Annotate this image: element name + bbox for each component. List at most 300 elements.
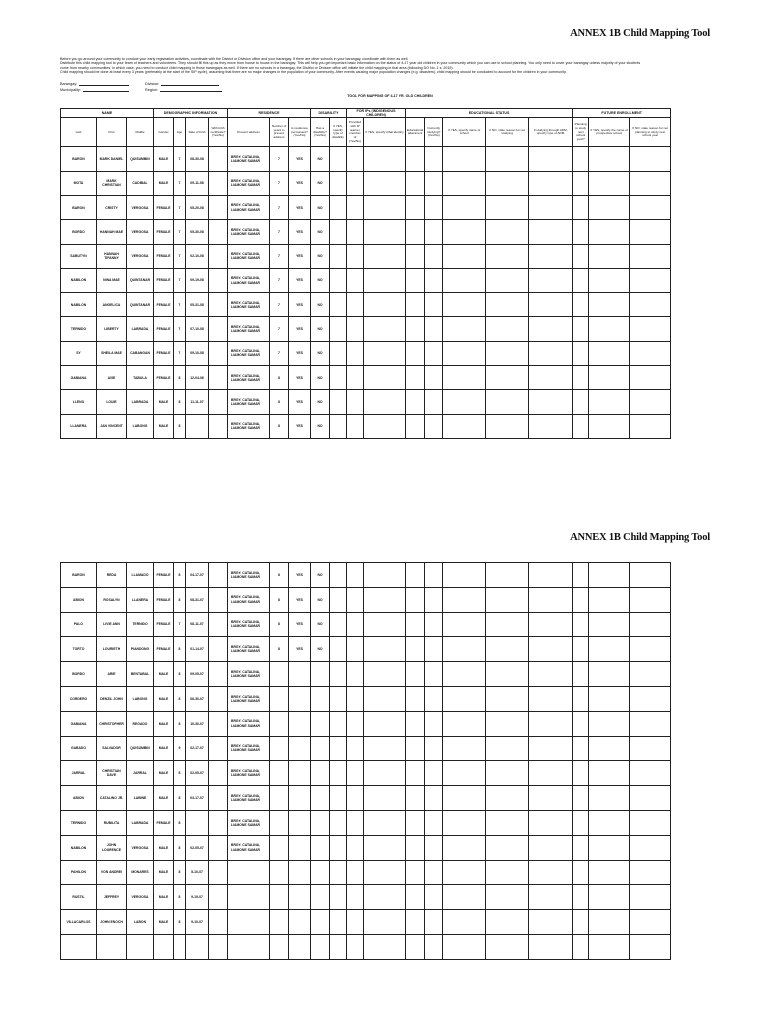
empty-cell xyxy=(573,171,589,195)
empty-cell xyxy=(425,147,443,171)
gender-cell: MALE xyxy=(154,147,174,171)
empty-cell xyxy=(347,587,364,612)
address-cell xyxy=(228,414,270,438)
empty-cell xyxy=(330,686,347,711)
empty-cell xyxy=(425,711,443,736)
empty-cell xyxy=(425,317,443,341)
years-cell xyxy=(270,711,289,736)
barangay-field[interactable] xyxy=(60,82,129,86)
address-cell xyxy=(228,662,270,687)
empty-cell xyxy=(425,860,443,885)
gender-cell: FEMALE xyxy=(154,196,174,220)
dob-cell: 02-05-07 xyxy=(186,835,209,860)
region-label: Region: xyxy=(145,88,159,92)
dob-cell: 02-05-07 xyxy=(186,761,209,786)
empty-cell xyxy=(529,196,573,220)
address-line: LIAMONE SAMAR xyxy=(231,256,261,261)
child-mapping-table xyxy=(60,108,671,439)
gender-cell: MALE xyxy=(154,835,174,860)
empty-cell xyxy=(486,563,529,588)
middle-name-cell: TABULA xyxy=(127,366,154,390)
table-row xyxy=(61,366,671,390)
empty-cell xyxy=(347,835,364,860)
empty-cell xyxy=(573,810,589,835)
empty-cell xyxy=(425,910,443,935)
address-line: BRGY. CATALINA, xyxy=(231,769,261,774)
empty-cell xyxy=(589,835,630,860)
empty-cell xyxy=(589,268,630,292)
age-cell: 9 xyxy=(174,736,186,761)
empty-cell xyxy=(630,910,671,935)
address-line: BRGY. CATALINA, xyxy=(231,252,261,257)
address-cell xyxy=(228,293,270,317)
empty-cell xyxy=(347,910,364,935)
empty-cell xyxy=(573,612,589,637)
years-cell: 8 xyxy=(270,587,289,612)
gender-cell: MALE xyxy=(154,910,174,935)
birth-cert-cell xyxy=(209,761,228,786)
disability-cell: NO xyxy=(311,171,330,195)
empty-cell xyxy=(573,244,589,268)
birth-cert-cell xyxy=(209,244,228,268)
empty-cell xyxy=(330,761,347,786)
empty-cell xyxy=(573,637,589,662)
years-cell: 7 xyxy=(270,268,289,292)
empty-cell xyxy=(589,686,630,711)
years-cell: 7 xyxy=(270,244,289,268)
empty-cell xyxy=(529,786,573,811)
table-row xyxy=(61,810,671,835)
first-name-cell: MARK CHRISTIAN xyxy=(97,171,127,195)
col-educ-attainment: Educational attainment xyxy=(406,118,425,147)
last-name-cell: TORTO xyxy=(61,637,97,662)
dob-cell: 09-10-08 xyxy=(186,341,209,365)
empty-cell xyxy=(443,786,486,811)
address-line: BRGY. CATALINA, xyxy=(231,843,261,848)
division-label: Division: xyxy=(145,82,160,86)
age-cell: 8 xyxy=(174,662,186,687)
empty-cell xyxy=(406,220,425,244)
address-cell xyxy=(228,268,270,292)
dob-cell xyxy=(186,810,209,835)
empty-cell xyxy=(347,196,364,220)
address-cell xyxy=(228,147,270,171)
middle-name-cell: LABONG xyxy=(127,414,154,438)
instructions xyxy=(60,57,710,75)
first-name-cell: HANNAH MAE xyxy=(97,220,127,244)
address-cell xyxy=(228,786,270,811)
birth-cert-cell xyxy=(209,563,228,588)
empty-cell xyxy=(486,341,529,365)
empty-cell xyxy=(589,414,630,438)
disability-cell xyxy=(311,835,330,860)
years-cell xyxy=(270,761,289,786)
disability-cell: NO xyxy=(311,268,330,292)
middle-name-cell: VERGOSA xyxy=(127,835,154,860)
first-name-cell xyxy=(97,934,127,959)
middle-name-cell: LABINE xyxy=(127,786,154,811)
empty-cell xyxy=(630,390,671,414)
disability-cell xyxy=(311,910,330,935)
disability-cell: NO xyxy=(311,317,330,341)
last-name-cell: BORDO xyxy=(61,662,97,687)
dob-cell: 01-14-07 xyxy=(186,637,209,662)
age-cell: 8 xyxy=(174,761,186,786)
empty-cell xyxy=(330,196,347,220)
disability-cell: NO xyxy=(311,637,330,662)
empty-cell xyxy=(589,637,630,662)
empty-cell xyxy=(573,220,589,244)
table-row xyxy=(61,860,671,885)
municipality-field[interactable] xyxy=(60,88,129,92)
disability-cell xyxy=(311,711,330,736)
middle-name-cell: LLANERA xyxy=(127,587,154,612)
table-row xyxy=(61,268,671,292)
first-name-cell: REDA xyxy=(97,563,127,588)
empty-cell xyxy=(529,662,573,687)
gender-cell: FEMALE xyxy=(154,341,174,365)
empty-cell xyxy=(364,736,406,761)
empty-cell xyxy=(589,147,630,171)
empty-cell xyxy=(573,196,589,220)
first-name-cell: LIVIE ANN xyxy=(97,612,127,637)
birth-cert-cell xyxy=(209,637,228,662)
middle-name-cell: BENTABAL xyxy=(127,662,154,687)
empty-cell xyxy=(330,587,347,612)
empty-cell xyxy=(589,171,630,195)
empty-cell xyxy=(425,293,443,317)
empty-cell xyxy=(529,268,573,292)
age-cell: 7 xyxy=(174,268,186,292)
gender-cell: FEMALE xyxy=(154,317,174,341)
empty-cell xyxy=(406,761,425,786)
empty-cell xyxy=(630,220,671,244)
empty-cell xyxy=(425,244,443,268)
age-cell xyxy=(174,934,186,959)
empty-cell xyxy=(443,341,486,365)
region-field[interactable] xyxy=(145,88,222,92)
years-cell: 8 xyxy=(270,637,289,662)
empty-cell xyxy=(443,761,486,786)
years-cell: 7 xyxy=(270,147,289,171)
dob-cell: 05-30-08 xyxy=(186,220,209,244)
address-line: BRGY. CATALINA, xyxy=(231,373,261,378)
last-name-cell: PALO xyxy=(61,612,97,637)
empty-cell xyxy=(347,147,364,171)
middle-name-cell: CABANGAN xyxy=(127,341,154,365)
empty-cell xyxy=(347,268,364,292)
dob-cell: 5-10-07 xyxy=(186,860,209,885)
empty-cell xyxy=(443,686,486,711)
empty-cell xyxy=(406,268,425,292)
table-row xyxy=(61,637,671,662)
table-row xyxy=(61,934,671,959)
table-row xyxy=(61,196,671,220)
empty-cell xyxy=(347,612,364,637)
address-line: LIAMONE SAMAR xyxy=(231,207,261,212)
permanent-cell: YES xyxy=(289,244,311,268)
permanent-cell: YES xyxy=(289,563,311,588)
address-cell xyxy=(228,761,270,786)
birth-cert-cell xyxy=(209,293,228,317)
disability-cell: NO xyxy=(311,293,330,317)
empty-cell xyxy=(529,711,573,736)
empty-cell xyxy=(443,860,486,885)
address-line: BRGY. CATALINA, xyxy=(231,300,261,305)
empty-cell xyxy=(443,366,486,390)
gender-cell: FEMALE xyxy=(154,563,174,588)
disability-cell: NO xyxy=(311,563,330,588)
empty-cell xyxy=(486,835,529,860)
gender-cell: FEMALE xyxy=(154,637,174,662)
permanent-cell xyxy=(289,835,311,860)
first-name-cell: JOHN LOURENCE xyxy=(97,835,127,860)
empty-cell xyxy=(364,910,406,935)
last-name-cell: BARON xyxy=(61,196,97,220)
empty-cell xyxy=(364,835,406,860)
col-school-next: If YES, specify the name of prospective school xyxy=(589,118,630,147)
group-demographic: DEMOGRAPHIC INFORMATION xyxy=(154,109,228,118)
table-row xyxy=(61,786,671,811)
disability-cell xyxy=(311,860,330,885)
empty-cell xyxy=(630,171,671,195)
empty-cell xyxy=(630,761,671,786)
empty-cell xyxy=(364,686,406,711)
empty-cell xyxy=(330,563,347,588)
years-cell: 8 xyxy=(270,414,289,438)
birth-cert-cell xyxy=(209,662,228,687)
empty-cell xyxy=(573,341,589,365)
last-name-cell: TERNIDO xyxy=(61,810,97,835)
middle-name-cell: JARRAL xyxy=(127,761,154,786)
age-cell: 8 xyxy=(174,835,186,860)
empty-cell xyxy=(529,366,573,390)
dob-cell: 07-10-08 xyxy=(186,317,209,341)
first-name-cell: LOUIE xyxy=(97,390,127,414)
permanent-cell: YES xyxy=(289,414,311,438)
col-ip-member: Provided with IP learner member of (Yes/No) xyxy=(347,118,364,147)
empty-cell xyxy=(630,587,671,612)
years-cell: 7 xyxy=(270,293,289,317)
address-line: BRGY. CATALINA, xyxy=(231,694,261,699)
permanent-cell: YES xyxy=(289,220,311,244)
age-cell: 8 xyxy=(174,711,186,736)
empty-cell xyxy=(443,835,486,860)
empty-cell xyxy=(425,662,443,687)
empty-cell xyxy=(425,414,443,438)
empty-cell xyxy=(573,860,589,885)
empty-cell xyxy=(330,786,347,811)
empty-cell xyxy=(486,244,529,268)
empty-cell xyxy=(330,810,347,835)
empty-cell xyxy=(330,637,347,662)
empty-cell xyxy=(406,563,425,588)
gender-cell: MALE xyxy=(154,171,174,195)
dob-cell: 09-05-07 xyxy=(186,662,209,687)
empty-cell xyxy=(443,810,486,835)
permanent-cell: YES xyxy=(289,612,311,637)
years-cell xyxy=(270,786,289,811)
empty-cell xyxy=(330,835,347,860)
empty-cell xyxy=(589,220,630,244)
dob-cell: 9-10-07 xyxy=(186,910,209,935)
address-line: LIAMONE SAMAR xyxy=(231,280,261,285)
empty-cell xyxy=(364,612,406,637)
empty-cell xyxy=(486,293,529,317)
birth-cert-cell xyxy=(209,196,228,220)
years-cell xyxy=(270,835,289,860)
empty-cell xyxy=(364,934,406,959)
empty-cell xyxy=(573,711,589,736)
first-name-cell: VON ANDREI xyxy=(97,860,127,885)
age-cell: 8 xyxy=(174,390,186,414)
gender-cell: FEMALE xyxy=(154,587,174,612)
division-field[interactable] xyxy=(145,82,219,86)
empty-cell xyxy=(425,885,443,910)
permanent-cell: YES xyxy=(289,637,311,662)
address-cell xyxy=(228,587,270,612)
birth-cert-cell xyxy=(209,612,228,637)
permanent-cell xyxy=(289,934,311,959)
gender-cell: MALE xyxy=(154,736,174,761)
address-cell xyxy=(228,686,270,711)
gender-cell: FEMALE xyxy=(154,268,174,292)
empty-cell xyxy=(573,317,589,341)
disability-cell xyxy=(311,761,330,786)
middle-name-cell: VERGOSA xyxy=(127,220,154,244)
birth-cert-cell xyxy=(209,171,228,195)
permanent-cell xyxy=(289,761,311,786)
empty-cell xyxy=(425,736,443,761)
empty-cell xyxy=(486,860,529,885)
middle-name-cell: LLAMADO xyxy=(127,563,154,588)
address-line: LIAMONE SAMAR xyxy=(231,402,261,407)
empty-cell xyxy=(529,860,573,885)
address-line: LIAMONE SAMAR xyxy=(231,329,261,334)
address-line: BRGY. CATALINA, xyxy=(231,570,261,575)
empty-cell xyxy=(364,885,406,910)
empty-cell xyxy=(630,244,671,268)
years-cell xyxy=(270,810,289,835)
first-name-cell: CHRISTOPHER xyxy=(97,711,127,736)
empty-cell xyxy=(347,390,364,414)
empty-cell xyxy=(589,366,630,390)
empty-cell xyxy=(364,563,406,588)
empty-cell xyxy=(529,244,573,268)
empty-cell xyxy=(330,390,347,414)
address-cell xyxy=(228,711,270,736)
col-last: Last xyxy=(61,118,97,147)
address-line: BRGY. CATALINA, xyxy=(231,179,261,184)
address-cell xyxy=(228,934,270,959)
empty-cell xyxy=(425,196,443,220)
empty-cell xyxy=(330,244,347,268)
empty-cell xyxy=(529,736,573,761)
page-2 xyxy=(0,512,768,1024)
col-planning: Planning to study next school year? xyxy=(573,118,589,147)
empty-cell xyxy=(573,761,589,786)
empty-cell xyxy=(529,637,573,662)
middle-name-cell xyxy=(127,934,154,959)
empty-cell xyxy=(364,317,406,341)
age-cell: 8 xyxy=(174,366,186,390)
empty-cell xyxy=(529,341,573,365)
empty-cell xyxy=(406,147,425,171)
age-cell: 7 xyxy=(174,293,186,317)
birth-cert-cell xyxy=(209,390,228,414)
years-cell xyxy=(270,885,289,910)
empty-cell xyxy=(529,910,573,935)
table-row xyxy=(61,736,671,761)
empty-cell xyxy=(347,341,364,365)
gender-cell: MALE xyxy=(154,761,174,786)
empty-cell xyxy=(486,366,529,390)
col-ip-tribe: If YES, specify tribal identity xyxy=(364,118,406,147)
first-name-cell: JAN VINCENT xyxy=(97,414,127,438)
empty-cell xyxy=(486,147,529,171)
middle-name-cell: VERGOSA xyxy=(127,885,154,910)
permanent-cell: YES xyxy=(289,147,311,171)
group-residence: RESIDENCE xyxy=(228,109,311,118)
birth-cert-cell xyxy=(209,147,228,171)
empty-cell xyxy=(330,910,347,935)
dob-cell: 08-30-08 xyxy=(186,147,209,171)
disability-cell xyxy=(311,662,330,687)
empty-cell xyxy=(573,910,589,935)
address-cell xyxy=(228,196,270,220)
col-studying: Currently studying? (Yes/No) xyxy=(425,118,443,147)
table-row xyxy=(61,686,671,711)
empty-cell xyxy=(443,612,486,637)
empty-cell xyxy=(589,885,630,910)
address-line: BRGY. CATALINA, xyxy=(231,744,261,749)
address-line: LIAMONE SAMAR xyxy=(231,159,261,164)
empty-cell xyxy=(630,637,671,662)
age-cell: 8 xyxy=(174,587,186,612)
middle-name-cell: VERGOSA xyxy=(127,244,154,268)
dob-cell: 02-17-07 xyxy=(186,736,209,761)
empty-cell xyxy=(630,736,671,761)
middle-name-cell: PIANDONG xyxy=(127,637,154,662)
group-educational: EDUCATIONAL STATUS xyxy=(406,109,573,118)
empty-cell xyxy=(406,366,425,390)
group-name: NAME xyxy=(61,109,154,118)
empty-cell xyxy=(364,414,406,438)
disability-cell xyxy=(311,810,330,835)
address-line: LIAMONE SAMAR xyxy=(231,377,261,382)
empty-cell xyxy=(406,293,425,317)
empty-cell xyxy=(406,341,425,365)
gender-cell: MALE xyxy=(154,786,174,811)
empty-cell xyxy=(364,171,406,195)
last-name-cell: GABIANA xyxy=(61,366,97,390)
last-name-cell: LLANERA xyxy=(61,414,97,438)
table-row xyxy=(61,761,671,786)
gender-cell: FEMALE xyxy=(154,293,174,317)
annex-title: ANNEX 1B Child Mapping Tool xyxy=(570,28,710,39)
gender-cell: FEMALE xyxy=(154,810,174,835)
empty-cell xyxy=(364,268,406,292)
disability-cell: NO xyxy=(311,147,330,171)
address-cell xyxy=(228,910,270,935)
barangay-label: Barangay: xyxy=(60,82,78,86)
empty-cell xyxy=(330,736,347,761)
empty-cell xyxy=(443,196,486,220)
address-line: BRGY. CATALINA, xyxy=(231,719,261,724)
dob-cell xyxy=(186,934,209,959)
last-name-cell: MOTA xyxy=(61,171,97,195)
empty-cell xyxy=(630,196,671,220)
